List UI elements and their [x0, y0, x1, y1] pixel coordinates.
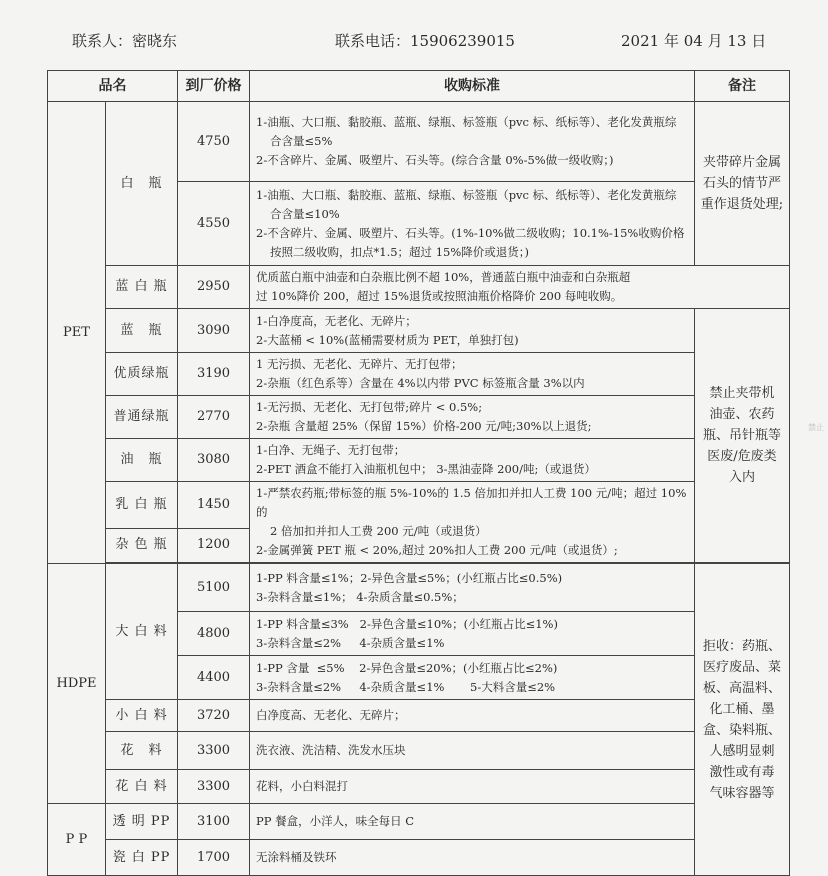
- price-huabai: 3300: [178, 770, 250, 804]
- group-hdpe: HDPE: [48, 564, 106, 804]
- item-name-putonglv: 普通绿瓶: [106, 396, 178, 439]
- col-header-standard: 收购标准: [250, 71, 695, 102]
- contact-phone: 联系电话：15906239015: [335, 32, 515, 50]
- note-pet-baiping: 夹带碎片金属 石头的情节严 重作退货处理;: [695, 102, 790, 266]
- item-name-huabai: 花 白 料: [106, 770, 178, 804]
- standard-huabai: 花料，小白料混打: [250, 770, 695, 804]
- price-dabailiao-1: 5100: [178, 564, 250, 612]
- price-baiping-2: 4550: [178, 182, 250, 266]
- note-pet-other: 禁止夹带机 油壶、农药 瓶、吊针瓶等 医废/危废类 入内: [695, 309, 790, 563]
- item-name-you: 油 瓶: [106, 439, 178, 482]
- standard-cibaipp: 无涂料桶及铁环: [250, 840, 695, 876]
- item-name-rubai: 乳 白 瓶: [106, 482, 178, 529]
- standard-hualiao: 洗衣液、洗洁精、洗发水压块: [250, 732, 695, 770]
- group-pet: PET: [48, 102, 106, 564]
- price-lan: 3090: [178, 309, 250, 353]
- standard-dabailiao-3: 1-PP 含量 ≤5% 2-异色含量≤20%；(小红瓶占比≤2%) 3-杂料含量≤2% 4-杂质含量≤1% 5-大料含量≤2%: [250, 656, 695, 700]
- item-name-youzhilv: 优质绿瓶: [106, 353, 178, 396]
- standard-dabailiao-1: 1-PP 料含量≤1%；2-异色含量≤5%；(小红瓶占比≤0.5%) 3-杂料含量≤1%； 4-杂质含量≤0.5%；: [250, 564, 695, 612]
- price-rubai: 1450: [178, 482, 250, 529]
- watermark-text: 禁止: [808, 423, 824, 432]
- standard-putonglv: 1-无污损、无老化、无打包带;碎片 < 0.5%; 2-杂瓶 含量超 25%（保留 15%）价格-200 元/吨;30%以上退货;: [250, 396, 695, 439]
- col-header-note: 备注: [695, 71, 790, 102]
- item-name-xiaobai: 小 白 料: [106, 700, 178, 732]
- price-baiping-1: 4750: [178, 102, 250, 182]
- price-xiaobai: 3720: [178, 700, 250, 732]
- standard-xiaobai: 白净度高、无老化、无碎片；: [250, 700, 695, 732]
- group-pp: P P: [48, 804, 106, 876]
- standard-lanbai: 优质蓝白瓶中油壶和白杂瓶比例不超 10%，普通蓝白瓶中油壶和白杂瓶超 过 10%降价 200，超过 15%退货或按照油瓶价格降价 200 每吨收购。: [250, 266, 790, 309]
- standard-you: 1-白净、无绳子、无打包带； 2-PET 酒盒不能打入油瓶机包中； 3-黑油壶降 200/吨;（或退货）: [250, 439, 695, 482]
- price-lanbai: 2950: [178, 266, 250, 309]
- item-name-cibaipp: 瓷 白 PP: [106, 840, 178, 876]
- price-dabailiao-2: 4800: [178, 612, 250, 656]
- price-youzhilv: 3190: [178, 353, 250, 396]
- price-cibaipp: 1700: [178, 840, 250, 876]
- price-dabailiao-3: 4400: [178, 656, 250, 700]
- standard-toumingpp: PP 餐盒，小洋人，味全每日 C: [250, 804, 695, 840]
- contact-person: 联系人：密晓东: [72, 32, 178, 50]
- item-name-lanbai: 蓝 白 瓶: [106, 266, 178, 309]
- item-name-hualiao: 花 料: [106, 732, 178, 770]
- standard-baiping-1: 1-油瓶、大口瓶、黏胶瓶、蓝瓶、绿瓶、标签瓶（pvc 标、纸标等）、老化发黄瓶综 合含量≤5% 2-不含碎片、金属、吸塑片、石头等。(综合含量 0%-5%做一级收购；): [250, 102, 695, 182]
- price-toumingpp: 3100: [178, 804, 250, 840]
- price-table: [47, 70, 790, 876]
- standard-dabailiao-2: 1-PP 料含量≤3% 2-异色含量≤10%；(小红瓶占比≤1%) 3-杂料含量≤2% 4-杂质含量≤1%: [250, 612, 695, 656]
- price-hualiao: 3300: [178, 732, 250, 770]
- price-you: 3080: [178, 439, 250, 482]
- price-zase: 1200: [178, 528, 250, 562]
- item-name-dabailiao: 大 白 料: [106, 564, 178, 700]
- document-date: 2021 年 04 月 13 日: [621, 32, 767, 50]
- price-putonglv: 2770: [178, 396, 250, 439]
- standard-lan: 1-白净度高，无老化、无碎片； 2-大蓝桶 < 10%(蓝桶需要材质为 PET，单独打包): [250, 309, 695, 353]
- item-name-lan: 蓝 瓶: [106, 309, 178, 353]
- standard-rubai-zase: 1-严禁农药瓶;带标签的瓶 5%-10%的 1.5 倍加扣并扣人工费 100 元/吨；超过 10%的 2 倍加扣并扣人工费 200 元/吨（或退货） 2-金属弹簧 PET 瓶 < 20%,超过 20%扣人工费 200 元/吨（或退货）;: [250, 482, 695, 563]
- standard-baiping-2: 1-油瓶、大口瓶、黏胶瓶、蓝瓶、绿瓶、标签瓶（pvc 标、纸标等）、老化发黄瓶综 合含量≤10% 2-不含碎片、金属、吸塑片、石头等。(1%-10%做二级收购；10.1%-15%收购价格 按照二级收购，扣点*1.5；超过 15%降价或退货；): [250, 182, 695, 266]
- note-hdpe-pp: 拒收：药瓶、 医疗废品、菜 板、高温料、 化工桶、墨 盒、染料瓶、 人感明显刺 激性或有毒 气味容器等: [695, 564, 790, 876]
- col-header-price: 到厂价格: [178, 71, 250, 102]
- item-name-zase: 杂 色 瓶: [106, 528, 178, 562]
- standard-youzhilv: 1 无污损、无老化、无碎片、无打包带； 2-杂瓶（红色系等）含量在 4%以内带 PVC 标签瓶含量 3%以内: [250, 353, 695, 396]
- col-header-name: 品名: [48, 71, 178, 102]
- item-name-toumingpp: 透 明 PP: [106, 804, 178, 840]
- item-name-baiping: 白 瓶: [106, 102, 178, 266]
